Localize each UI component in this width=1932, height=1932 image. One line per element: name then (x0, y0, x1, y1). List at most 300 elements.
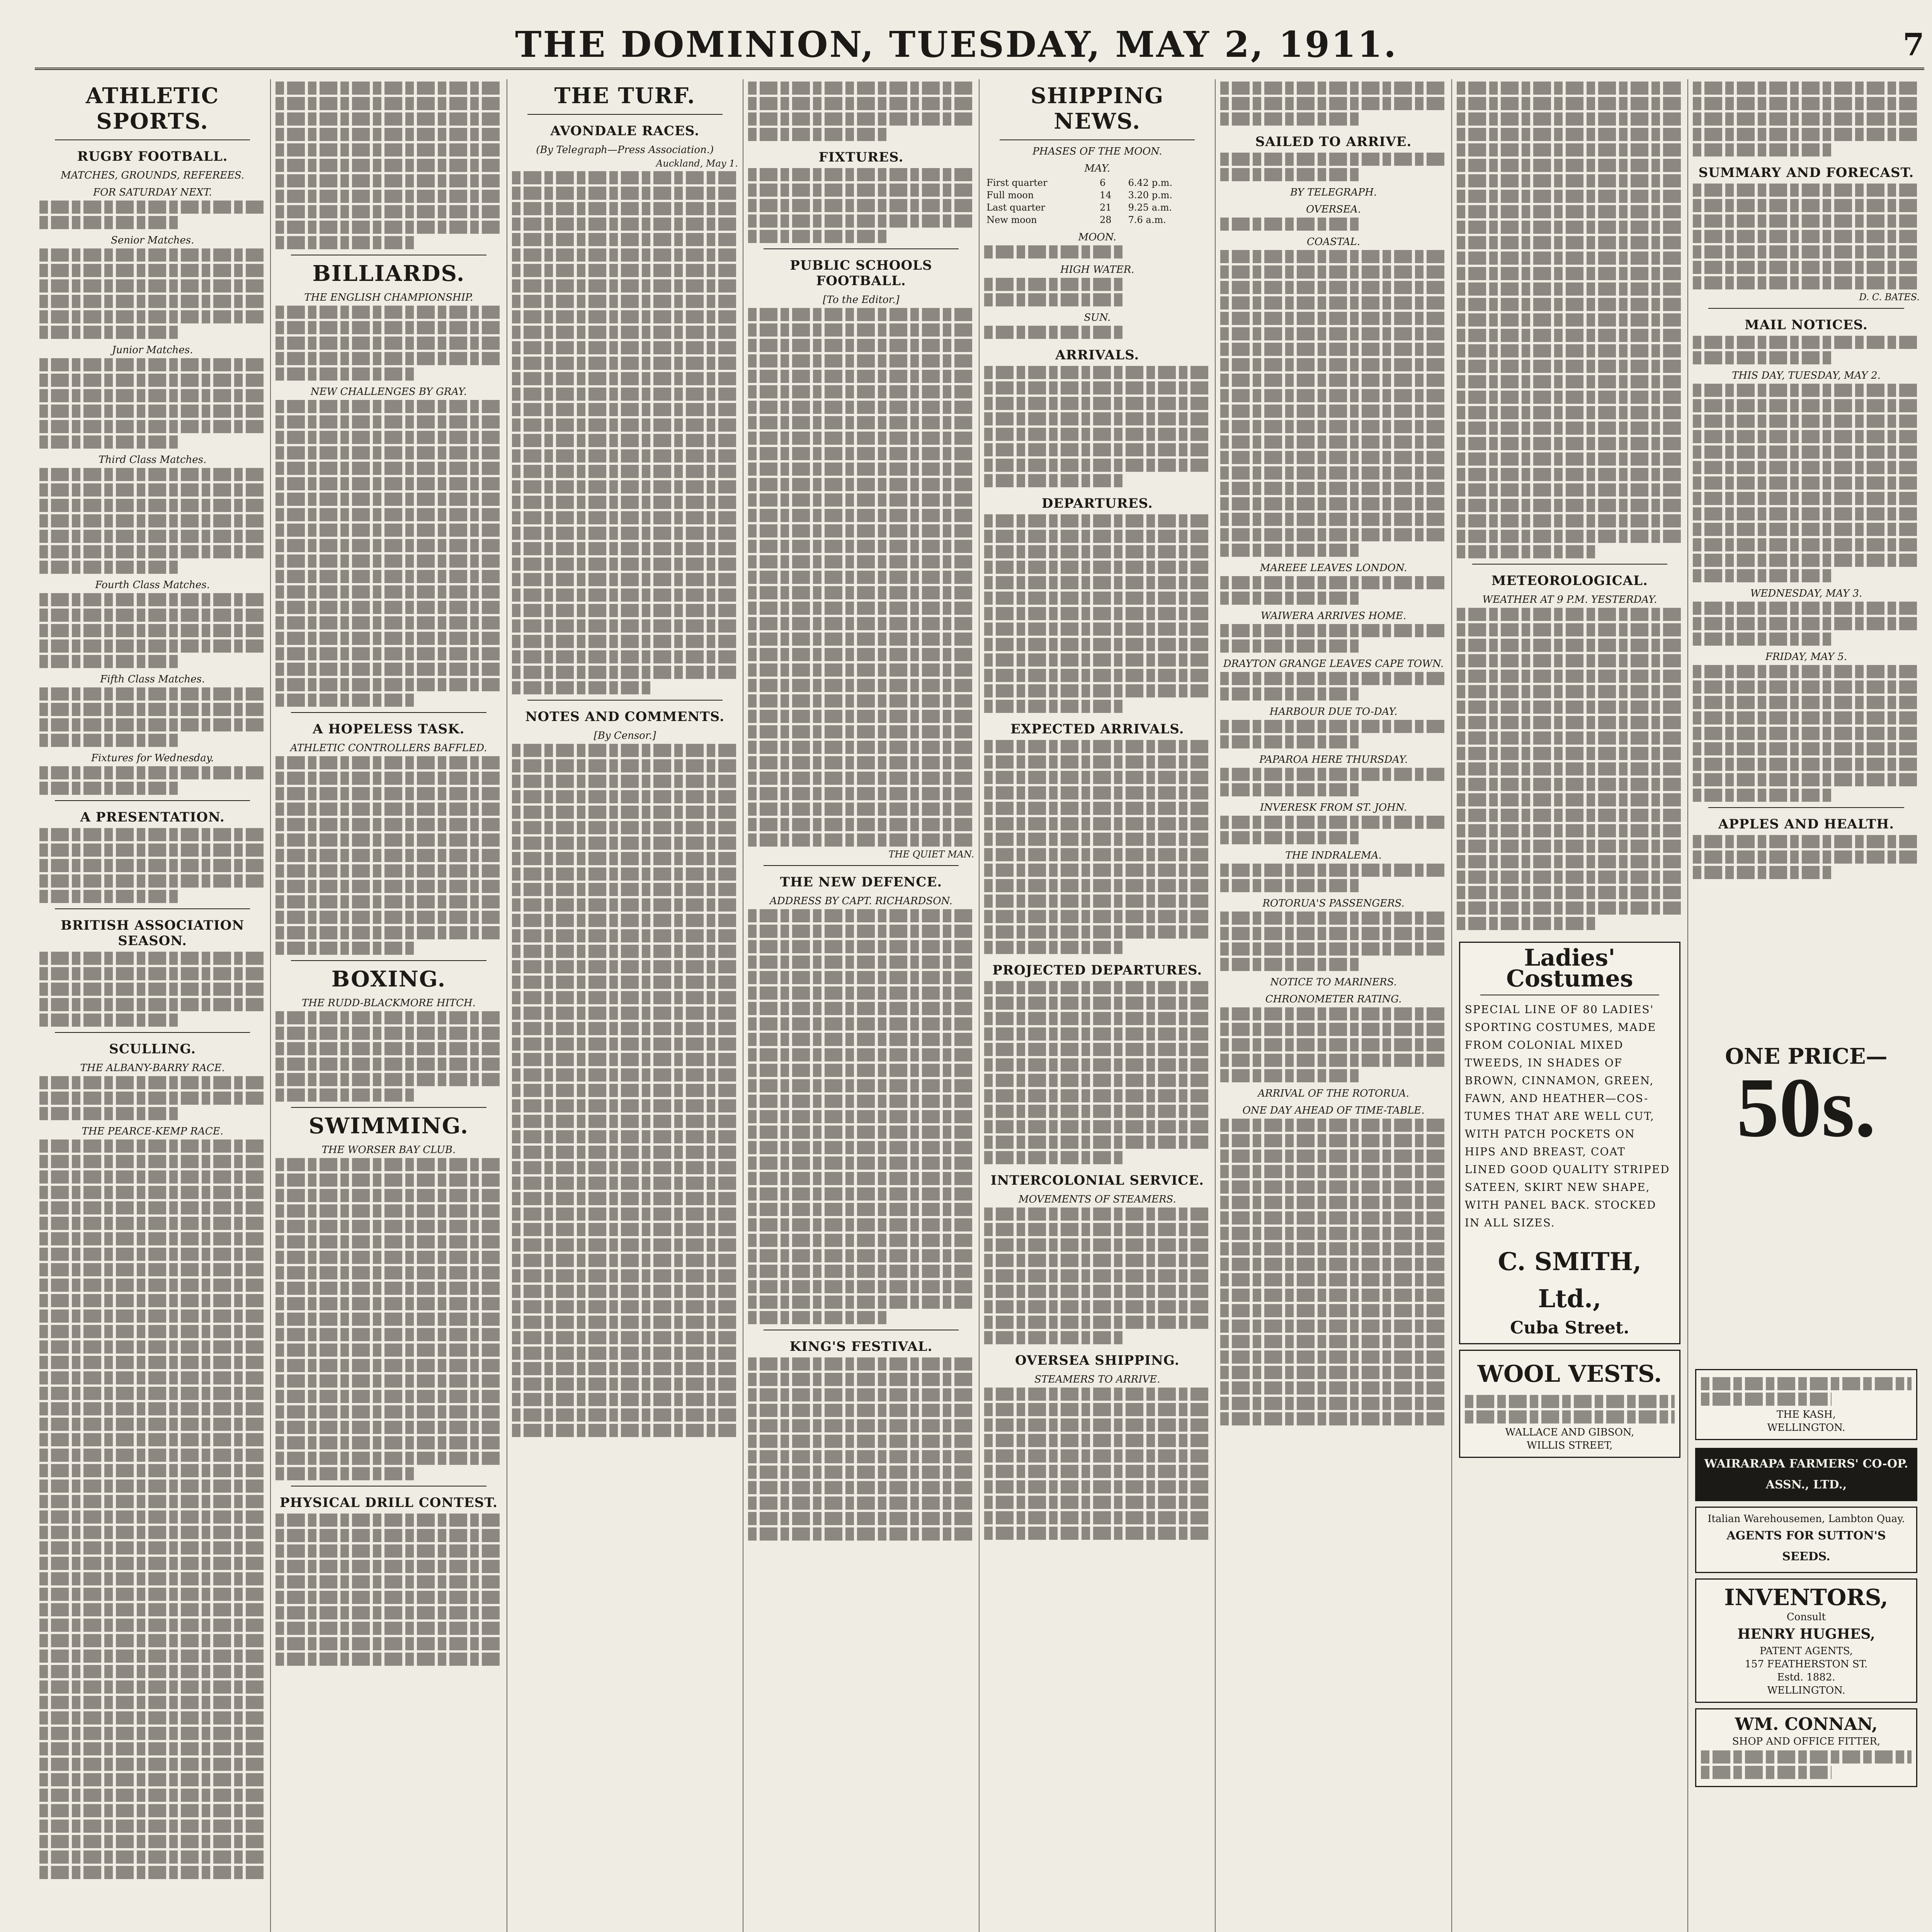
text-block (1693, 773, 1920, 786)
text-block (1220, 1054, 1446, 1067)
text-block (39, 1248, 265, 1261)
text-block (748, 1110, 974, 1123)
text-block (748, 617, 974, 630)
text-block (512, 449, 738, 463)
text-block (748, 986, 974, 1000)
text-block (276, 1390, 502, 1403)
text-block (276, 1452, 502, 1465)
junior-heading: Junior Matches. (112, 344, 193, 356)
text-block (1220, 1196, 1446, 1209)
text-block (39, 1092, 265, 1105)
text-block (748, 1126, 974, 1139)
text-block (512, 480, 738, 493)
text-block (984, 1418, 1210, 1432)
text-block (276, 632, 502, 645)
text-block (276, 1011, 502, 1024)
text-block (512, 1378, 738, 1391)
text-block (1220, 1258, 1446, 1271)
text-block (984, 1120, 1210, 1133)
text-block (1457, 344, 1683, 357)
text-block (1693, 507, 1920, 520)
text-block (1457, 514, 1683, 527)
text-block (39, 1139, 265, 1153)
text-block (984, 771, 1210, 784)
text-block (1220, 265, 1446, 279)
divider (291, 960, 486, 961)
text-block (39, 1418, 265, 1431)
text-block (512, 542, 738, 555)
text-block (748, 493, 974, 507)
text-block (39, 499, 265, 512)
text-block (748, 956, 974, 969)
text-block (748, 168, 974, 181)
text-block (512, 418, 738, 432)
text-block (1220, 1023, 1446, 1036)
divider (1472, 564, 1667, 565)
text-block (1457, 840, 1683, 853)
text-block (276, 1073, 502, 1086)
text-block (1220, 831, 1361, 844)
text-block (1220, 912, 1446, 925)
text-block (1220, 343, 1446, 356)
text-block (1220, 1150, 1446, 1163)
this-day-heading: THIS DAY, TUESDAY, MAY 2. (1732, 370, 1881, 381)
text-block (1457, 406, 1683, 419)
controllers-heading: ATHLETIC CONTROLLERS BAFFLED. (290, 742, 487, 754)
text-block (512, 1161, 738, 1174)
text-block (1220, 1335, 1446, 1348)
text-block (1220, 327, 1446, 340)
text-block (1693, 245, 1920, 259)
notes-heading: NOTES AND COMMENTS. (525, 709, 724, 724)
moon-table (984, 177, 1210, 226)
text-block (984, 1269, 1210, 1282)
text-block (512, 310, 738, 323)
text-block (276, 477, 502, 490)
text-block (984, 981, 1210, 994)
text-block (1220, 497, 1446, 510)
text-block (512, 929, 738, 942)
text-block (39, 1557, 265, 1570)
text-block (39, 718, 265, 731)
text-block (984, 397, 1210, 410)
fourth-heading: Fourth Class Matches. (95, 579, 210, 591)
text-block (276, 1575, 502, 1588)
rugby-next: FOR SATURDAY NEXT. (93, 187, 212, 198)
boxing-heading: BOXING. (331, 966, 446, 992)
costumes-line: SATEEN, SKIRT NEW SHAPE, (1464, 1181, 1650, 1194)
text-block (748, 1002, 974, 1015)
text-block (512, 650, 738, 663)
text-block (984, 1403, 1210, 1416)
text-block (984, 997, 1210, 1010)
text-block (984, 925, 1210, 939)
text-block (1693, 261, 1920, 274)
text-block (39, 1155, 265, 1168)
costumes-line: FAWN, AND HEATHER—COS- (1464, 1092, 1649, 1105)
text-block (39, 435, 180, 449)
moon-phase: New moon (986, 214, 1037, 225)
inventors-estd: Estd. 1882. (1777, 1672, 1835, 1683)
text-block (276, 1637, 502, 1650)
text-block (39, 1232, 265, 1245)
departures-heading: DEPARTURES. (1041, 496, 1153, 511)
text-block (1220, 735, 1361, 748)
text-block (512, 883, 738, 896)
text-block (1693, 112, 1920, 126)
divider (55, 139, 250, 140)
text-block (39, 1634, 265, 1647)
text-block (748, 447, 974, 460)
text-block (748, 540, 974, 553)
text-block (276, 1653, 502, 1666)
text-block (1220, 374, 1446, 387)
coastal-label: COASTAL. (1307, 236, 1361, 248)
text-block (276, 1359, 502, 1372)
moon-label: MOON. (1078, 231, 1117, 243)
text-block (276, 926, 502, 939)
wool-ad (1459, 1350, 1680, 1458)
divider (291, 1107, 486, 1108)
high-water-heading: HIGH WATER. (1060, 264, 1134, 276)
text-block (39, 358, 265, 371)
text-block (1457, 174, 1683, 187)
text-block (512, 1099, 738, 1112)
text-block (276, 1282, 502, 1295)
text-block (748, 1079, 974, 1092)
billiards-heading: BILLIARDS. (312, 261, 465, 286)
text-block (984, 1496, 1210, 1509)
text-block (512, 1068, 738, 1082)
page-title: THE DOMINION, TUESDAY, MAY 2, 1911. (515, 24, 1398, 65)
text-block (748, 1466, 974, 1479)
text-block (748, 971, 974, 984)
text-block (512, 898, 738, 912)
text-block (1220, 1273, 1446, 1286)
moon-time: 9.25 a.m. (1128, 202, 1172, 213)
text-block (1457, 391, 1683, 404)
text-block (748, 1497, 974, 1510)
to-editor: [To the Editor.] (823, 294, 900, 306)
swimming-heading: SWIMMING. (308, 1113, 469, 1139)
text-block (1457, 545, 1597, 558)
text-block (276, 112, 502, 126)
text-block (1220, 296, 1446, 310)
text-block (276, 1189, 502, 1202)
text-block (748, 184, 974, 197)
text-block (748, 1234, 974, 1247)
moon-day: 6 (1100, 177, 1106, 188)
text-block (984, 941, 1124, 954)
text-block (39, 264, 265, 277)
public-schools-heading: PUBLIC SCHOOLS FOOTBALL. (790, 258, 932, 289)
text-block (276, 678, 502, 691)
text-block (1220, 1227, 1446, 1240)
text-block (276, 1529, 502, 1542)
text-block (748, 756, 974, 769)
text-block (512, 991, 738, 1004)
costumes-line: BROWN, CINNAMON, GREEN, (1464, 1074, 1654, 1087)
text-block (276, 128, 502, 141)
text-block (276, 585, 502, 599)
gray-heading: NEW CHALLENGES BY GRAY. (310, 386, 467, 398)
text-block (984, 740, 1210, 753)
chrono-heading: CHRONOMETER RATING. (1265, 993, 1402, 1005)
text-block (984, 245, 1124, 259)
text-block (276, 1344, 502, 1357)
text-block (512, 202, 738, 215)
text-block (984, 592, 1210, 605)
text-block (512, 248, 738, 262)
text-block (1693, 82, 1920, 95)
text-block (276, 1405, 502, 1418)
costumes-line: WITH PANEL BACK. STOCKED (1464, 1199, 1656, 1211)
text-block (1457, 499, 1683, 512)
text-block (1457, 639, 1683, 652)
inventors-consult: Consult (1786, 1611, 1826, 1623)
text-block (39, 952, 265, 965)
table-row (984, 189, 1210, 201)
text-block (39, 1665, 265, 1678)
text-block (39, 514, 265, 527)
text-block (748, 112, 974, 126)
moon-time: 3.20 p.m. (1128, 190, 1173, 201)
text-block (748, 416, 974, 429)
text-block (276, 647, 502, 660)
text-block (1220, 958, 1361, 971)
text-block (1457, 360, 1683, 373)
text-block (984, 684, 1210, 697)
text-block (1457, 809, 1683, 822)
text-block (512, 511, 738, 524)
text-block (276, 1235, 502, 1248)
albany-heading: THE ALBANY-BARRY RACE. (80, 1062, 225, 1074)
text-block (1693, 446, 1920, 459)
text-block (748, 725, 974, 738)
text-block (512, 218, 738, 231)
text-block (1220, 281, 1446, 294)
text-block (39, 420, 265, 433)
text-block (984, 1074, 1210, 1087)
text-block (39, 201, 265, 214)
text-block (276, 1220, 502, 1233)
connan-title: WM. CONNAN, (1735, 1714, 1878, 1734)
costumes-line: WITH PATCH POCKETS ON (1464, 1128, 1635, 1140)
text-block (1457, 97, 1683, 110)
text-block (984, 1527, 1210, 1540)
fixtures-wed-heading: Fixtures for Wednesday. (91, 752, 214, 764)
text-block (1693, 835, 1920, 848)
text-block (39, 1340, 265, 1354)
text-block (276, 1027, 502, 1040)
text-block (984, 848, 1210, 861)
text-block (276, 895, 502, 908)
kash-town: WELLINGTON. (1767, 1422, 1845, 1434)
inventors-name: HENRY HUGHES, (1737, 1626, 1875, 1642)
text-block (512, 171, 738, 184)
overseas-heading: OVERSEA SHIPPING. (1015, 1353, 1180, 1368)
inveresk-heading: INVERESK FROM ST. JOHN. (1260, 802, 1407, 813)
text-block (1220, 816, 1446, 829)
text-block (748, 323, 974, 337)
text-block (1693, 399, 1920, 412)
text-block (1457, 128, 1683, 141)
sun-heading: SUN. (1084, 312, 1111, 323)
text-block (748, 803, 974, 816)
text-block (1220, 592, 1361, 605)
text-block (1701, 1750, 1912, 1764)
text-block (512, 558, 738, 571)
wool-street: WILLIS STREET, (1527, 1440, 1613, 1451)
text-block (984, 1388, 1210, 1401)
text-block (748, 199, 974, 212)
costumes-ad (1459, 942, 1680, 1344)
text-block (1457, 855, 1683, 868)
text-block (1457, 267, 1683, 280)
drill-heading: PHYSICAL DRILL CONTEST. (279, 1495, 498, 1510)
text-block (512, 867, 738, 881)
text-block (1220, 1350, 1446, 1364)
text-block (1220, 1165, 1446, 1178)
kash-name: THE KASH, (1776, 1409, 1836, 1420)
text-block (1220, 112, 1361, 126)
text-block (984, 669, 1210, 682)
text-block (39, 1619, 265, 1632)
by-telegraph: BY TELEGRAPH. (1290, 187, 1377, 198)
text-block (1693, 415, 1920, 428)
text-block (1465, 1410, 1675, 1423)
text-block (512, 806, 738, 819)
text-block (276, 462, 502, 475)
text-block (748, 1265, 974, 1278)
divider (764, 865, 959, 866)
text-block (39, 859, 265, 872)
text-block (1220, 783, 1361, 796)
connan-sub: SHOP AND OFFICE FITTER, (1732, 1736, 1881, 1747)
text-block (512, 1037, 738, 1051)
price-ad (1695, 1041, 1917, 1153)
text-block (512, 1331, 738, 1344)
text-block (748, 370, 974, 383)
text-block (984, 879, 1210, 892)
text-block (512, 573, 738, 586)
text-block (1693, 230, 1920, 243)
text-block (1457, 221, 1683, 234)
text-block (276, 221, 502, 234)
text-block (512, 264, 738, 277)
text-block (1220, 358, 1446, 371)
text-block (1220, 687, 1361, 701)
wool-seller: WALLACE AND GIBSON, (1505, 1427, 1634, 1438)
text-block (748, 940, 974, 953)
text-block (276, 493, 502, 506)
italian-line: Italian Warehousemen, Lambton Quay. (1708, 1513, 1905, 1525)
costumes-line: IN ALL SIZES. (1464, 1216, 1555, 1229)
text-block (512, 1300, 738, 1313)
text-block (512, 775, 738, 788)
text-block (984, 1136, 1210, 1149)
text-block (512, 1269, 738, 1282)
text-block (39, 1541, 265, 1554)
text-block (1220, 1134, 1446, 1147)
text-block (1457, 701, 1683, 714)
eng-champ-heading: THE ENGLISH CHAMPIONSHIP. (304, 292, 473, 303)
text-block (1693, 665, 1920, 678)
defence-heading: THE NEW DEFENCE. (780, 874, 942, 890)
text-block (984, 1316, 1210, 1329)
inventors-town: WELLINGTON. (1767, 1685, 1845, 1696)
text-block (39, 1758, 265, 1771)
text-block (1220, 482, 1446, 495)
text-block (984, 1208, 1210, 1221)
text-block (276, 694, 416, 707)
costumes-title: Ladies' Costumes (1506, 944, 1633, 992)
text-block (276, 772, 502, 785)
text-block (39, 1510, 265, 1524)
wool-title: WOOL VESTS. (1477, 1361, 1662, 1388)
divider (1708, 308, 1904, 309)
text-block (276, 1058, 502, 1071)
text-block (1457, 205, 1683, 218)
text-block (748, 509, 974, 522)
friday-heading: FRIDAY, MAY 5. (1765, 651, 1847, 663)
agents-line: AGENTS FOR SUTTON'S SEEDS. (1726, 1529, 1886, 1563)
text-block (276, 1266, 502, 1279)
text-block (512, 372, 738, 385)
waiwera-heading: WAIWERA ARRIVES HOME. (1260, 610, 1406, 622)
text-block (1220, 168, 1361, 181)
costumes-line: HIPS AND BREAST, COAT (1464, 1145, 1626, 1158)
text-block (1457, 747, 1683, 760)
hopeless-heading: A HOPELESS TASK. (313, 721, 465, 737)
text-block (984, 293, 1124, 306)
text-block (984, 1223, 1210, 1236)
text-block (276, 818, 502, 831)
text-block (984, 514, 1210, 527)
text-block (1457, 608, 1683, 621)
text-block (984, 1238, 1210, 1252)
text-block (276, 1173, 502, 1187)
avondale-heading: AVONDALE RACES. (550, 123, 700, 139)
text-block (276, 1560, 502, 1573)
text-block (748, 1017, 974, 1031)
text-block (1457, 731, 1683, 745)
text-block (276, 174, 502, 187)
text-block (748, 1435, 974, 1448)
column-7 (1452, 79, 1688, 1932)
text-block (512, 295, 738, 308)
text-block (984, 755, 1210, 769)
text-block (1220, 218, 1361, 231)
text-block (1693, 617, 1920, 630)
text-block (39, 1727, 265, 1740)
text-block (512, 681, 652, 694)
text-block (748, 97, 974, 110)
text-block (748, 787, 974, 800)
text-block (39, 1711, 265, 1725)
text-block (748, 909, 974, 922)
text-block (1457, 871, 1683, 884)
costumes-line: FROM COLONIAL MIXED (1464, 1039, 1624, 1051)
text-block (276, 880, 502, 893)
text-block (39, 967, 265, 980)
text-block (276, 1622, 502, 1635)
moon-day: 21 (1100, 202, 1112, 213)
text-block (1220, 1304, 1446, 1317)
text-block (1457, 82, 1683, 95)
text-block (748, 1280, 974, 1293)
text-block (984, 1254, 1210, 1267)
